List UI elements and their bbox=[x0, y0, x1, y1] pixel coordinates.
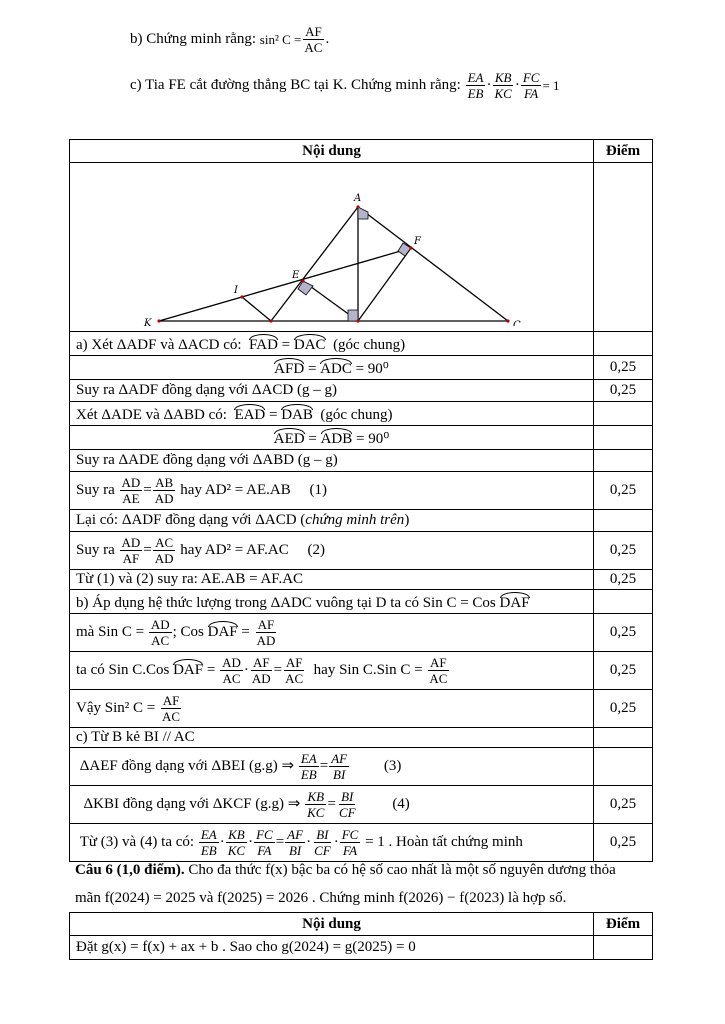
row-c-intro: c) Từ B kẻ BI // AC bbox=[70, 728, 594, 748]
row-a-angles2: AED = ADB = 90⁰ bbox=[70, 426, 594, 450]
row-b-sincos: mà Sin C = $\frac{AD}{AC}$ ; Cos DAF = $\frac{AF}{AD}$ bbox=[70, 614, 594, 652]
row-a-second: Xét ΔADE và ΔABD có: EAD = DAB (góc chung) bbox=[70, 402, 594, 426]
label-A: A bbox=[354, 193, 362, 204]
header-points: Điểm bbox=[594, 140, 653, 163]
header-content-2: Nội dung bbox=[70, 913, 594, 936]
geometry-figure bbox=[70, 163, 594, 332]
row-conclusion-a: Từ (1) và (2) suy ra: AE.AB = AF.AC bbox=[70, 570, 594, 590]
row-a-conclusion1: Suy ra ΔADF đồng dạng với ΔACD (g – g) bbox=[70, 380, 594, 402]
header-points-2: Điểm bbox=[594, 913, 653, 936]
question-6: Câu 6 (1,0 điểm). Cho đa thức f(x) bậc ba có hệ số cao nhất là một số nguyên dương thỏa mãn f(2024) = 2025 và f(2025) = 2026 . Chứng minh f(2026) − f(2023) là hợp số. bbox=[75, 862, 616, 906]
row-c-sim2: ΔKBI đồng dạng với ΔKCF (g.g) ⇒ $\frac{KB}{KC}$ = $\frac{BI}{CF}$ (4) bbox=[70, 786, 594, 824]
row-b-intro: b) Áp dụng hệ thức lượng trong ΔADC vuông tại D ta có Sin C = Cos DAF bbox=[70, 590, 594, 614]
label-F: F bbox=[414, 236, 421, 247]
row-a-intro: a) Xét ΔADF và ΔACD có: FAD = DAC (góc chung) bbox=[70, 332, 594, 356]
row-c-sim1: ΔAEF đồng dạng với ΔBEI (g.g) ⇒ $\frac{EA}{EB}$ = $\frac{AF}{BI}$ (3) bbox=[70, 748, 594, 786]
row-b-result: Vậy Sin² C = $\frac{AF}{AC}$ bbox=[70, 690, 594, 728]
row-define-g: Đặt g(x) = f(x) + ax + b . Sao cho g(2024) = g(2025) = 0 bbox=[70, 936, 594, 960]
row-eq1: Suy ra $\frac{AD}{AE}$ = $\frac{AB}{AD}$ hay AD² = AE.AB (1) bbox=[70, 472, 594, 510]
row-a-angles: AFD = ADC = 90⁰ bbox=[70, 356, 594, 380]
header-content: Nội dung bbox=[70, 140, 594, 163]
label-K: K bbox=[144, 318, 152, 326]
label-C: C bbox=[513, 320, 521, 326]
row-c-final: Từ (3) và (4) ta có: $\frac{EA}{EB}$ · $\frac{KB}{KC}$ · $\frac{FC}{FA}$ = $\frac{AF}{BI}$ · $\frac{BI}{CF}$ · $\frac{FC}{FA}$ = 1 . Hoàn tất chứng minh bbox=[70, 824, 594, 862]
row-a-conclusion2: Suy ra ΔADE đồng dạng với ΔABD (g – g) bbox=[70, 450, 594, 472]
solution-table: Nội dung Điểm A F E I K C a) Xét ΔADF và ΔACD có: FAD = DAC (góc chung) AFD = ADC = 90⁰ 0,25 Suy ra ΔADF đồng dạng với ΔACD (g – g) 0,25 Xét ΔADE và ΔABD có: EAD = DAB (góc chung) AED = ADB = 90⁰ Suy ra ΔADE đồng dạng với ΔABD (g – g) Suy ra $\frac{AD}{AE}$ = $\frac{AB}{AD}$ hay AD² = AE.AB (1) 0,25 Lại có: ΔADF đồng dạng với ΔACD (chứng minh trên) Suy ra $\frac{AD}{AF}$ = $\frac{AC}{AD}$ hay AD² = AF.AC (2) 0,25 Từ (1) và (2) suy ra: AE.AB = AF.AC 0,25 b) Áp dụng hệ thức lượng trong ΔADC vuông tại D ta có Sin C = Cos DAF mà Sin C = $\frac{AD}{AC}$ ; Cos DAF = $\frac{AF}{AD}$ 0,25 ta có Sin C.Cos DAF = $\frac{AD}{AC}$ · $\frac{AF}{AD}$ = $\frac{AF}{AC}$ hay Sin C.Sin C = $\frac{AF}{AC}$ 0,25 Vậy Sin² C = $\frac{AF}{AC}$ 0,25 c) Từ B kẻ BI // AC ΔAEF đồng dạng với ΔBEI (g.g) ⇒ $\frac{EA}{EB}$ = $\frac{AF}{BI}$ (3) ΔKBI đồng dạng với ΔKCF (g.g) ⇒ $\frac{KB}{KC}$ = $\frac{BI}{CF}$ (4) 0,25 Từ (3) và (4) ta có: $\frac{EA}{EB}$ · $\frac{KB}{KC}$ · $\frac{FC}{FA}$ = $\frac{AF}{BI}$ · $\frac{BI}{CF}$ · $\frac{FC}{FA}$ = 1 . Hoàn tất chứng minh 0,25 bbox=[69, 139, 653, 862]
row-b-product: ta có Sin C.Cos DAF = $\frac{AD}{AC}$ · $\frac{AF}{AD}$ = $\frac{AF}{AC}$ hay Sin C.Sin C = $\frac{AF}{AC}$ bbox=[70, 652, 594, 690]
part-b-statement: b) Chứng minh rằng: sin² C = $\frac{AF}{AC}$ . bbox=[130, 24, 330, 55]
label-E: E bbox=[292, 270, 300, 281]
row-eq2: Suy ra $\frac{AD}{AF}$ = $\frac{AC}{AD}$ hay AD² = AF.AC (2) bbox=[70, 532, 594, 570]
solution-table-2 bbox=[69, 912, 653, 960]
row-again: Lại có: ΔADF đồng dạng với ΔACD (chứng minh trên) bbox=[70, 510, 594, 532]
label-I: I bbox=[234, 285, 238, 296]
part-c-statement: c) Tia FE cắt đường thẳng BC tại K. Chứng minh rằng: $\frac{EA}{EB}$ · $\frac{KB}{KC}$ · $\frac{FC}{FA}$ = 1 bbox=[130, 70, 560, 101]
